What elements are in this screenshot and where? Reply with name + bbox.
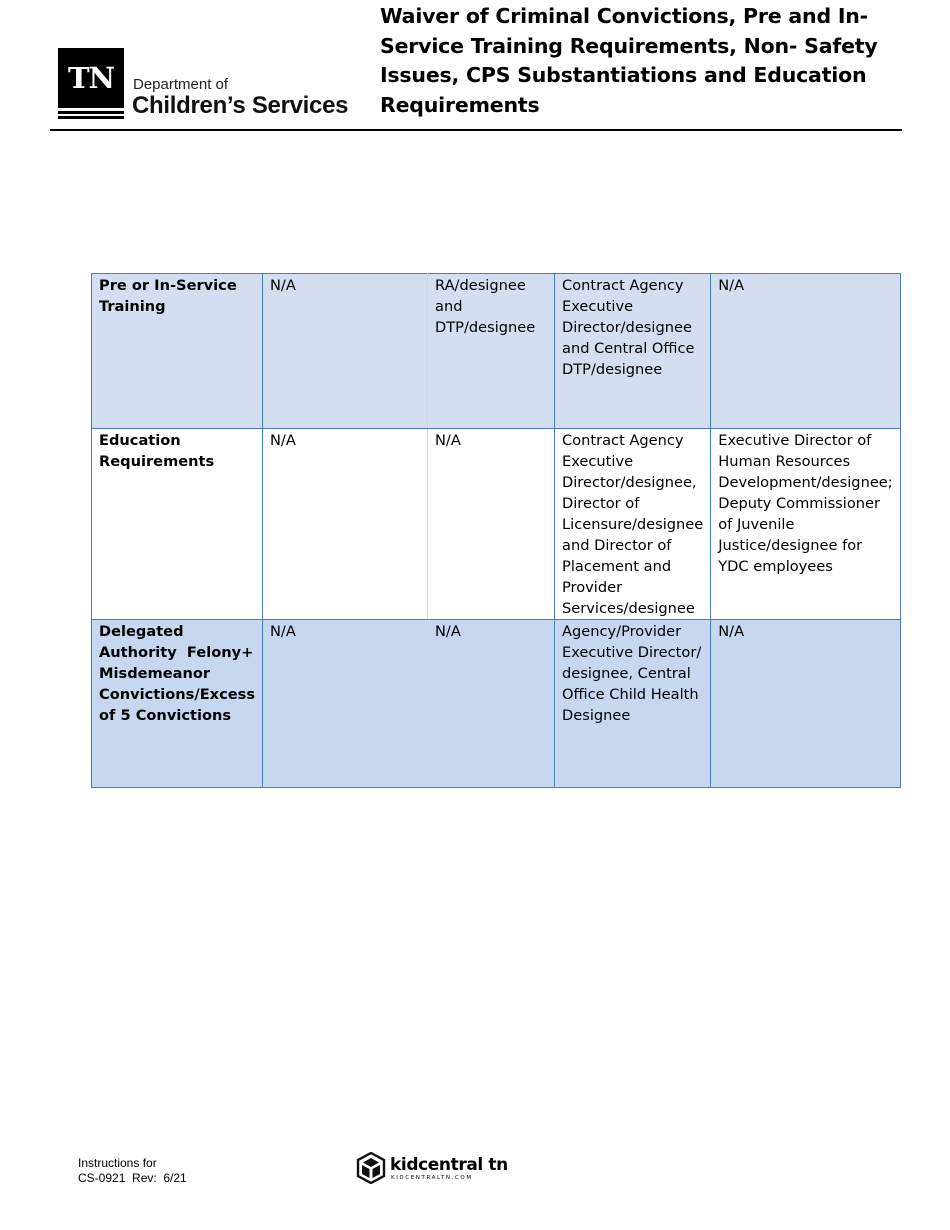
cell-line: Director of [562, 495, 640, 512]
row-label-cell [92, 274, 263, 429]
cell-line: Contract Agency [562, 432, 684, 449]
cell-line: DTP/designee [435, 319, 536, 336]
cell-line: N/A [435, 623, 461, 640]
cell-line: YDC employees [718, 558, 833, 575]
table-row [92, 274, 901, 429]
logo-rule [58, 116, 124, 119]
cell-line: Authority Felony+ [99, 644, 254, 661]
cell-line: designee, Central [562, 665, 691, 682]
cell-line: Contract Agency [562, 277, 684, 294]
cell-line: N/A [435, 432, 461, 449]
document-title [380, 2, 900, 120]
table-cell [428, 429, 555, 620]
table-cell [263, 620, 428, 788]
cell-line: DTP/designee [562, 361, 663, 378]
cell-line: Services/designee [562, 600, 695, 617]
cell-line: N/A [270, 432, 296, 449]
cell-line: Deputy Commissioner [718, 495, 880, 512]
table-row [92, 620, 901, 788]
table-cell [263, 429, 428, 620]
cell-line: Requirements [99, 453, 215, 470]
table-cell [428, 274, 555, 429]
footer-line: Instructions for [78, 1156, 157, 1170]
cell-line: Convictions/Excess [99, 686, 256, 703]
cell-line: of 5 Convictions [99, 707, 232, 724]
table-cell [555, 429, 711, 620]
cell-line: Education [99, 432, 181, 449]
title-line: Issues, CPS Substantiations and Education [380, 63, 867, 87]
table-cell [263, 274, 428, 429]
cell-line: Placement and [562, 558, 672, 575]
title-line: Service Training Requirements, Non- Safety [380, 33, 878, 58]
cell-line: N/A [270, 277, 296, 294]
cell-line: Training [99, 298, 166, 315]
cell-line: Executive Director of [718, 432, 872, 449]
cell-line: of Juvenile [718, 516, 795, 533]
department-logo [58, 48, 363, 120]
table-cell [555, 620, 711, 788]
kidcentral-cube-icon [356, 1152, 386, 1184]
footer-line: CS-0921 Rev: 6/21 [78, 1171, 187, 1185]
cell-line: Office Child Health [562, 686, 699, 703]
logo-agency-name: Children’s Services [132, 92, 349, 119]
cell-line: N/A [718, 277, 745, 294]
waiver-authority-table [91, 273, 901, 788]
title-line: Waiver of Criminal Convictions, Pre and In- [380, 4, 868, 28]
cell-line: N/A [270, 623, 296, 640]
form-revision-note [78, 1156, 187, 1186]
cell-line: Executive [562, 453, 634, 470]
kidcentral-logo [356, 1152, 506, 1186]
cell-line: Agency/Provider [562, 623, 682, 640]
cell-line: Designee [562, 707, 631, 724]
cell-line: Misdemeanor [99, 665, 211, 682]
cell-line: and Central Office [562, 340, 695, 357]
cell-line: Provider [562, 579, 623, 596]
row-label-cell [92, 620, 263, 788]
cell-line: Director/designee [562, 319, 692, 336]
cell-line: and Director of [562, 537, 672, 554]
cell-line: Human Resources [718, 453, 851, 470]
cell-line: Executive Director/ [562, 644, 702, 661]
cell-line: Executive [562, 298, 634, 315]
kidcentral-wordmark: kidcentral tn [390, 1155, 508, 1175]
cell-line: Development/designee; [718, 474, 893, 491]
table-row [92, 429, 901, 620]
cell-line: Delegated [99, 623, 184, 640]
cell-line: Director/designee, [562, 474, 697, 491]
kidcentral-url: KIDCENTRALTN.COM [391, 1175, 473, 1181]
cell-line: Pre or In-Service [99, 277, 237, 294]
table-cell [711, 274, 900, 429]
table-cell [711, 429, 900, 620]
table-cell [711, 620, 900, 788]
cell-line: Licensure/designee [562, 516, 704, 533]
cell-line: and [435, 298, 463, 315]
table-cell [428, 620, 555, 788]
logo-rule [58, 111, 124, 114]
title-line: Requirements [380, 92, 540, 117]
row-label-cell [92, 429, 263, 620]
cell-line: N/A [718, 623, 745, 640]
tn-logo-mark: TN [58, 48, 124, 108]
header-divider [50, 129, 902, 131]
logo-department-line: Department of [133, 76, 229, 93]
cell-line: RA/designee [435, 277, 526, 294]
table-cell [555, 274, 711, 429]
cell-line: Justice/designee for [718, 537, 863, 554]
